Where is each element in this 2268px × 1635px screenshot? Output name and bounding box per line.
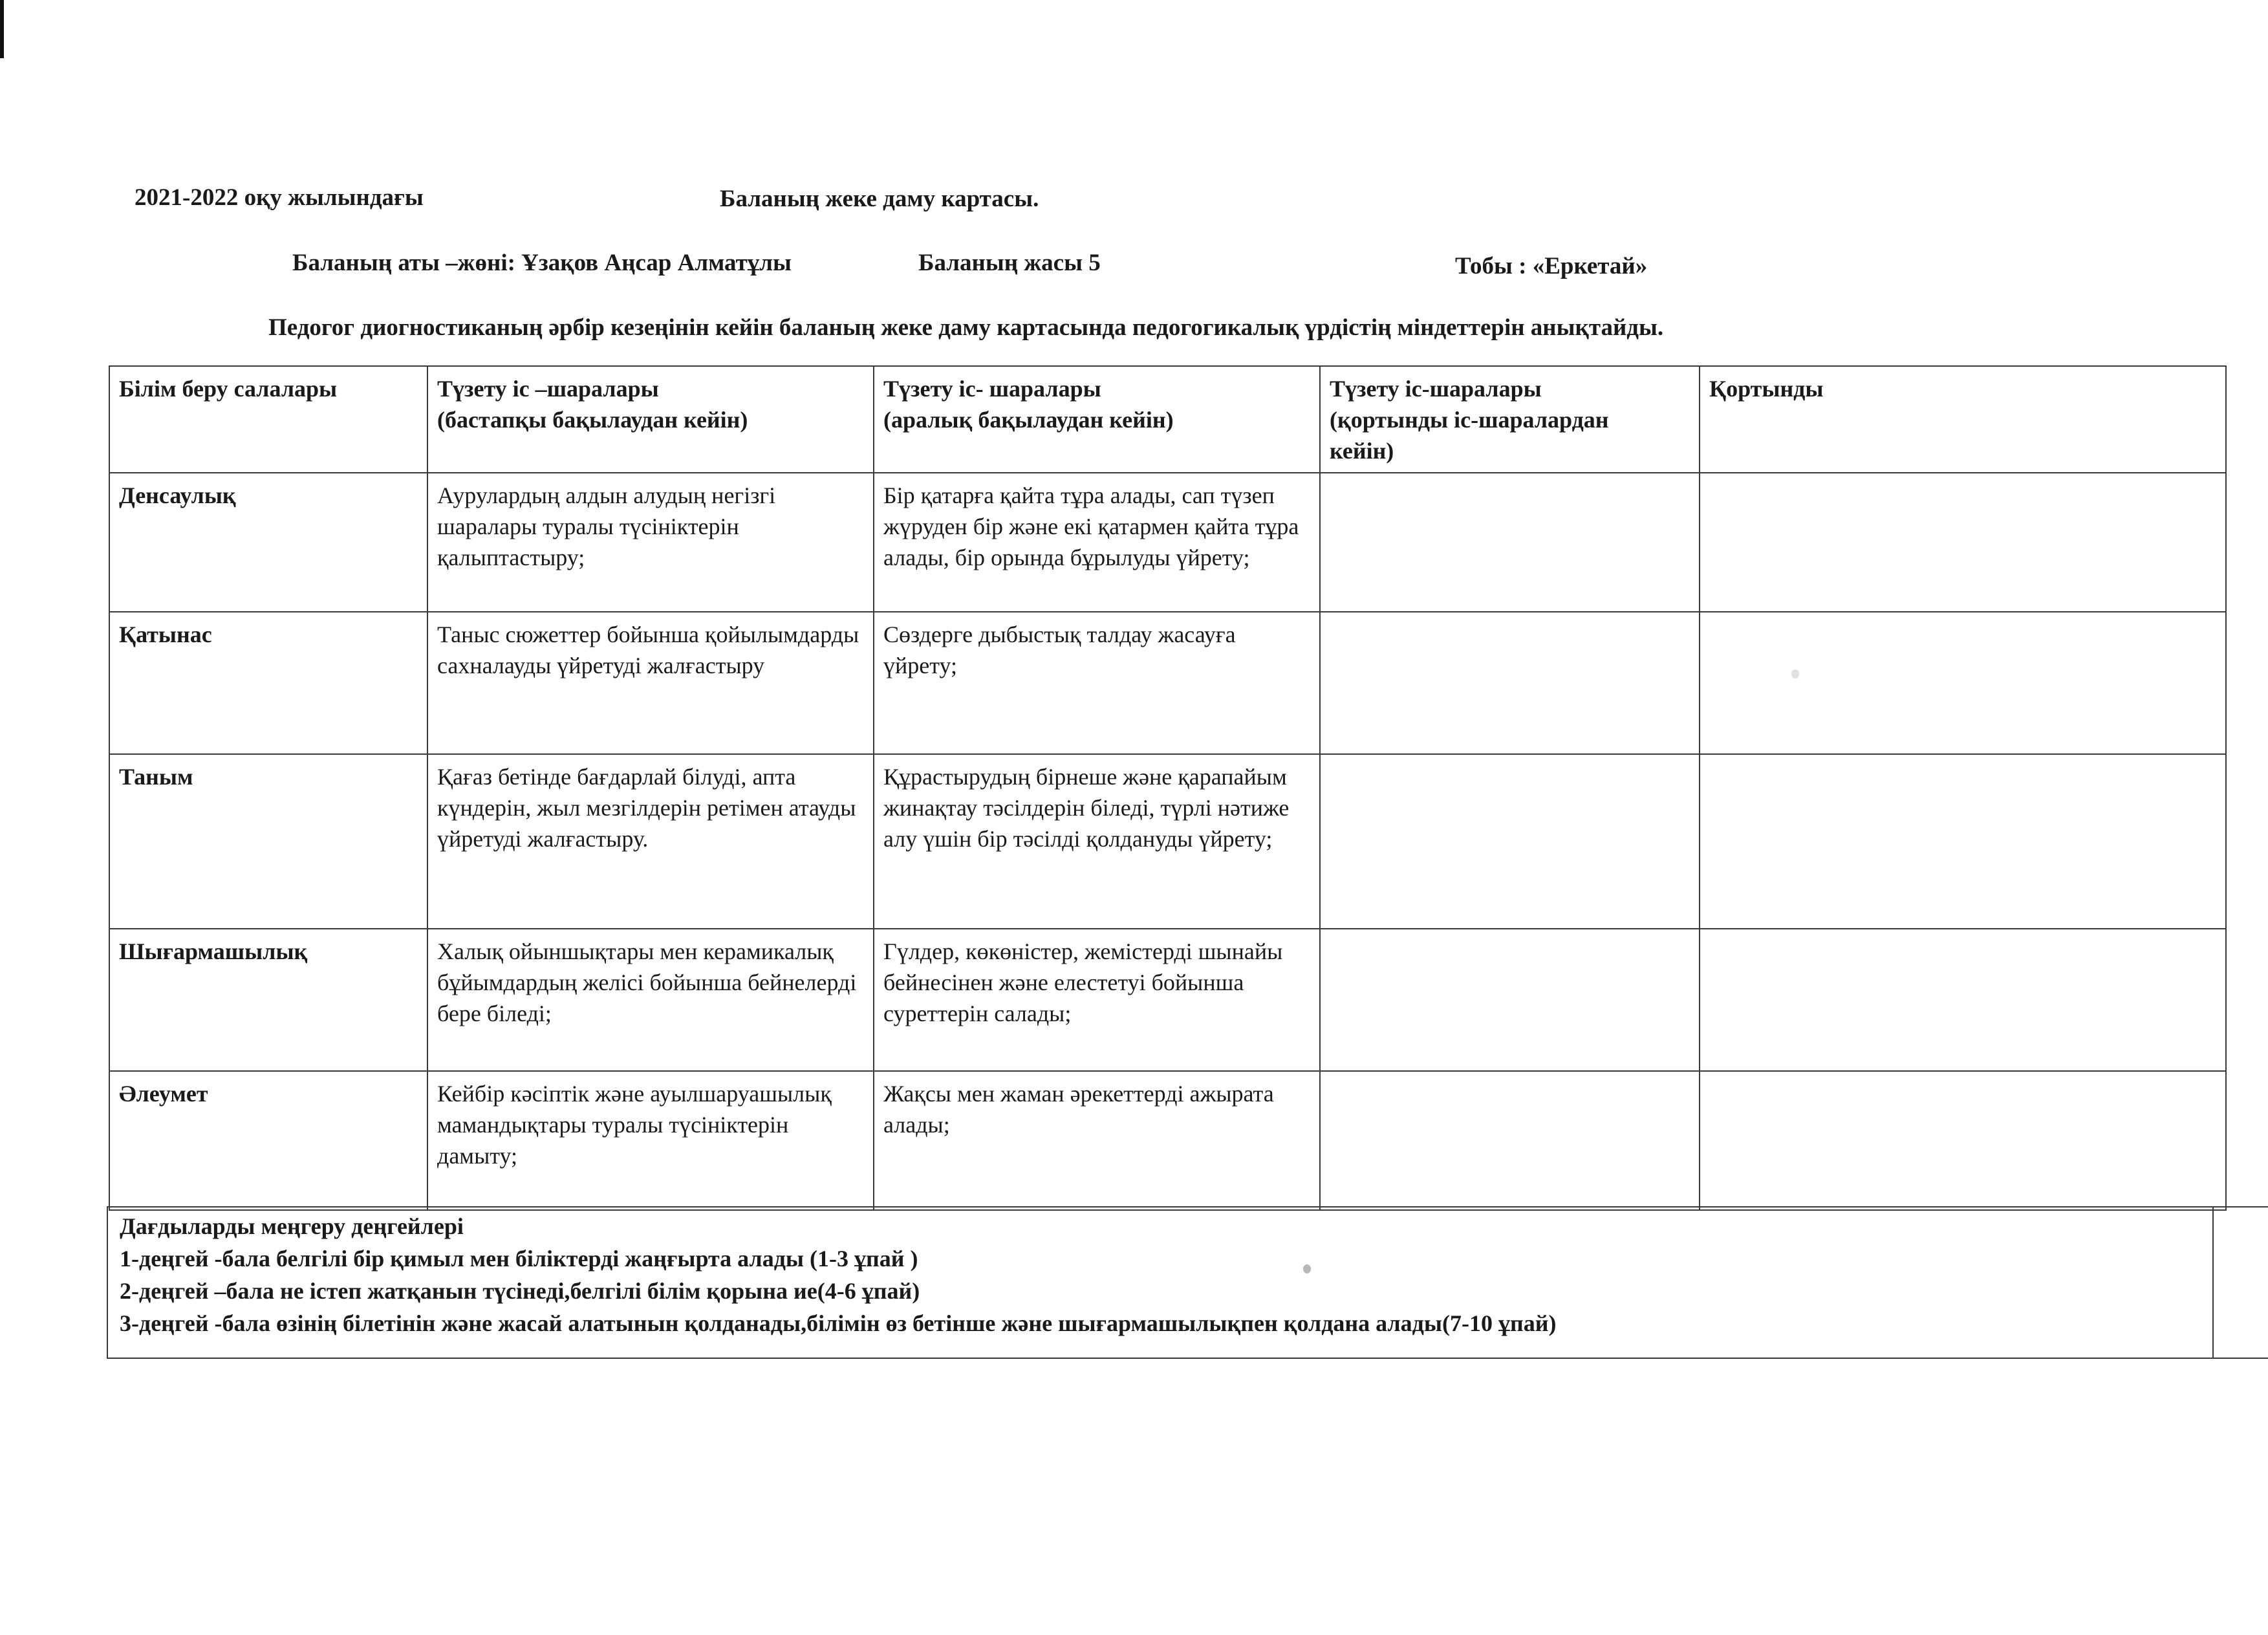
header-text: Түзету іс-шаралары (қортынды іс-шаралардан кейін) — [1330, 376, 1609, 464]
result-cell — [1700, 473, 2226, 612]
header-initial-measures — [427, 366, 874, 473]
initial-measure-cell: Халық ойыншықтары мен керамикалық бұйымдардың желісі бойынша бейнелерді бере біледі; — [427, 929, 874, 1071]
header-text: Білім беру салалары — [119, 376, 338, 402]
area-cell: Шығармашылық — [109, 929, 427, 1071]
scan-edge-mark — [0, 0, 4, 58]
table-border-extension — [2212, 1206, 2268, 1207]
intro-text: Педогог диогностиканың әрбір кезеңінін кейін баланың жеке даму картасында педогогикалық үрдістің міндеттерін анықтайды. — [268, 314, 1664, 341]
level-1-description: 1-деңгей -бала белгілі бір қимыл мен біліктерді жаңғырта алады (1-3 ұпай ) — [120, 1246, 918, 1272]
initial-measure-cell: Аурулардың алдын алудың негізгі шаралары туралы түсініктерін қалыптастыру; — [427, 473, 874, 612]
table-row — [109, 612, 2226, 754]
intermediate-measure-cell: Гүлдер, көкөністер, жемістерді шынайы бейнесінен және елестетуі бойынша суреттерін салады; — [874, 929, 1320, 1071]
result-cell — [1700, 612, 2226, 754]
intermediate-measure-cell: Құрастырудың бірнеше және қарапайым жинақтау тәсілдерін біледі, түрлі нәтиже алу үшін бір тәсілді қолдануды үйрету; — [874, 754, 1320, 929]
intermediate-measure-cell: Сөздерге дыбыстық талдау жасауға үйрету; — [874, 612, 1320, 754]
level-3-description: 3-деңгей -бала өзінің білетінін және жасай алатынын қолданады,білімін өз бетінше және шығармашылықпен қолдана алады(7-10 ұпай) — [120, 1310, 1557, 1336]
levels-title: Дағдыларды меңгеру деңгейлері — [120, 1213, 464, 1239]
area-cell: Денсаулық — [109, 473, 427, 612]
result-cell — [1700, 1071, 2226, 1210]
table-row — [109, 1071, 2226, 1210]
academic-year: 2021-2022 оқу жылындағы — [135, 184, 424, 211]
final-measure-cell — [1320, 929, 1700, 1071]
header-result — [1700, 366, 2226, 473]
final-measure-cell — [1320, 754, 1700, 929]
child-name: Баланың аты –жөні: Ұзақов Аңсар Алматұлы — [292, 250, 792, 276]
scan-speck — [1791, 669, 1799, 678]
scan-speck — [1303, 1264, 1311, 1273]
table-row — [109, 929, 2226, 1071]
header-education-areas — [109, 366, 427, 473]
initial-measure-cell: Қағаз бетінде бағдарлай білуді, апта күндерін, жыл мезгілдерін ретімен атауды үйретуді жалғастыру. — [427, 754, 874, 929]
initial-measure-cell: Кейбір кәсіптік және ауылшаруашылық мамандықтары туралы түсініктерін дамыту; — [427, 1071, 874, 1210]
skill-levels-box — [107, 1206, 2214, 1359]
header-text: Қортынды — [1709, 376, 1824, 402]
area-cell: Қатынас — [109, 612, 427, 754]
table-row — [109, 754, 2226, 929]
header-text: Түзету іс –шаралары (бастапқы бақылаудан кейін) — [437, 376, 748, 433]
table-border-extension — [2212, 1358, 2268, 1359]
document-title: Баланың жеке даму картасы. — [720, 186, 1039, 212]
area-cell: Таным — [109, 754, 427, 929]
group-name: Тобы : «Еркетай» — [1455, 253, 1648, 279]
header-final-measures — [1320, 366, 1700, 473]
result-cell — [1700, 929, 2226, 1071]
header-text: Түзету іс- шаралары (аралық бақылаудан кейін) — [883, 376, 1174, 433]
table-header-row — [109, 366, 2226, 473]
final-measure-cell — [1320, 1071, 1700, 1210]
initial-measure-cell: Таныс сюжеттер бойынша қойылымдарды сахналауды үйретуді жалғастыру — [427, 612, 874, 754]
final-measure-cell — [1320, 473, 1700, 612]
development-card-table — [109, 365, 2227, 1211]
table-row — [109, 473, 2226, 612]
header-intermediate-measures — [874, 366, 1320, 473]
intermediate-measure-cell: Жақсы мен жаман әрекеттерді ажырата алады; — [874, 1071, 1320, 1210]
result-cell — [1700, 754, 2226, 929]
level-2-description: 2-деңгей –бала не істеп жатқанын түсінеді,белгілі білім қорына ие(4-6 ұпай) — [120, 1278, 920, 1304]
final-measure-cell — [1320, 612, 1700, 754]
intermediate-measure-cell: Бір қатарға қайта тұра алады, сап түзеп жүруден бір және екі қатармен қайта тұра алады, бір орында бұрылуды үйрету; — [874, 473, 1320, 612]
area-cell: Әлеумет — [109, 1071, 427, 1210]
child-age: Баланың жасы 5 — [918, 250, 1101, 276]
